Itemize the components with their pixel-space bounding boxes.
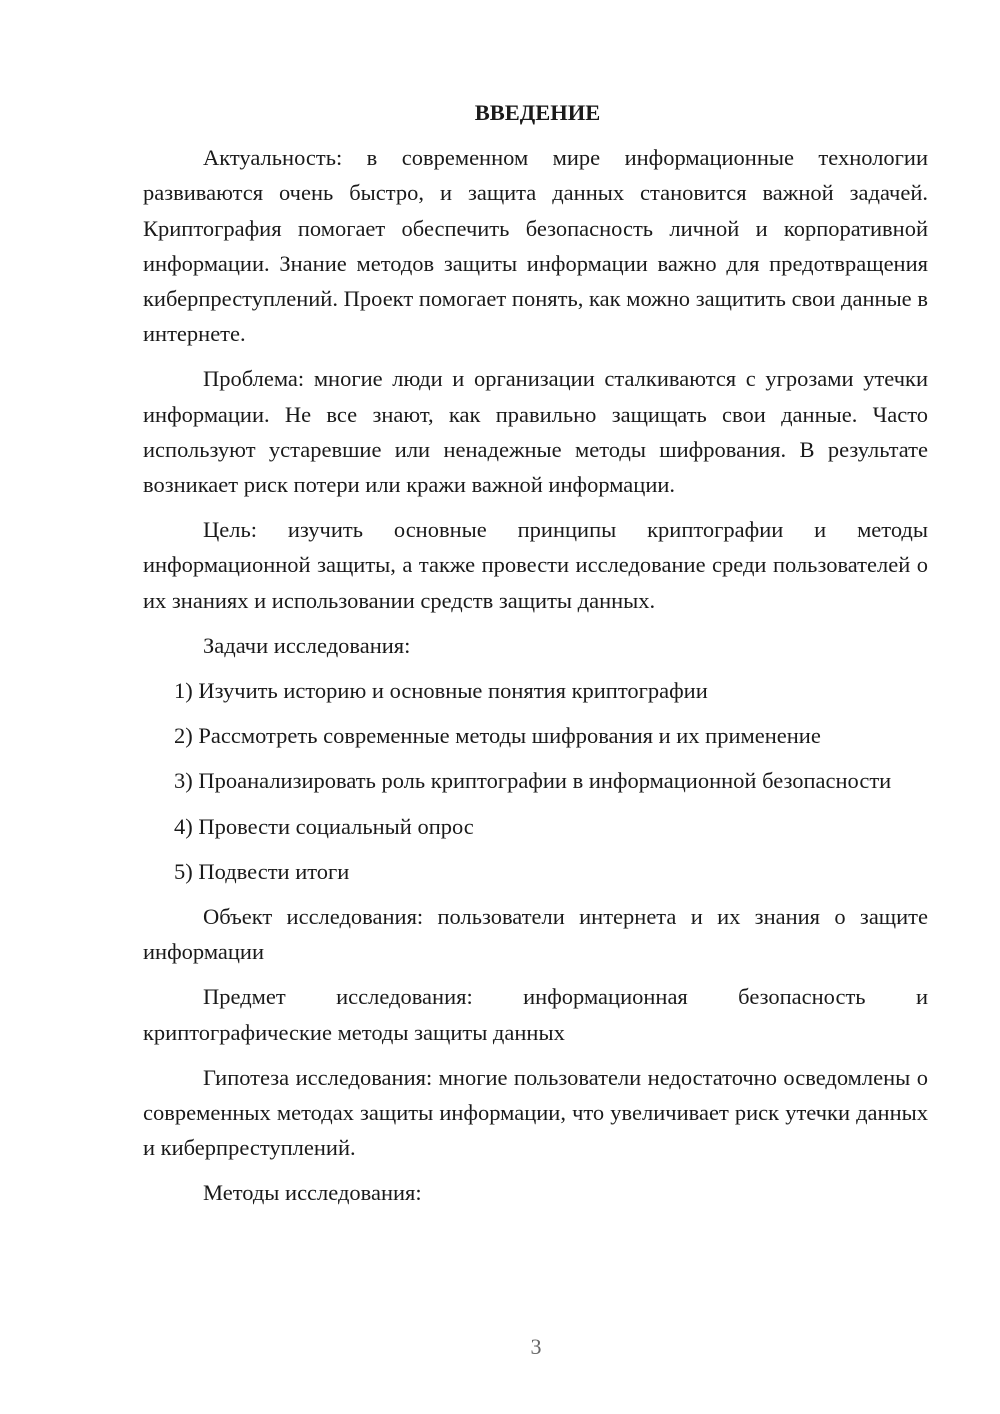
paragraph-subject: Предмет исследования: информационная безопасность и криптографические методы защиты данных	[143, 984, 928, 1045]
tasks-list	[143, 673, 928, 889]
paragraph-problem: Проблема: многие люди и организации сталкиваются с угрозами утечки информации. Не все знают, как правильно защищать свои данные. Часто используют устаревшие или ненадежные методы шифрования. В результате возникает риск потери или кражи важной информации.	[143, 366, 928, 498]
task-item: 5) Подвести итоги	[174, 858, 350, 884]
page-number: 3	[530, 1334, 542, 1359]
task-item: 1) Изучить историю и основные понятия криптографии	[174, 678, 708, 704]
page-content	[143, 95, 928, 1221]
task-item: 3) Проанализировать роль криптографии в информационной безопасности	[174, 768, 892, 794]
task-item: 2) Рассмотреть современные методы шифрования и их применение	[174, 723, 821, 749]
section-title: ВВЕДЕНИЕ	[474, 100, 601, 125]
paragraph-relevance: Актуальность: в современном мире информационные технологии развиваются очень быстро, и защита данных становится важной задачей. Криптография помогает обеспечить безопасность личной и корпоративной информации. Знание методов защиты информации важно для предотвращения киберпреступлений. Проект помогает понять, как можно защитить свои данные в интернете.	[143, 145, 928, 347]
tasks-heading: Задачи исследования:	[203, 632, 411, 658]
paragraph-object: Объект исследования: пользователи интернета и их знания о защите информации	[143, 904, 928, 965]
paragraph-goal: Цель: изучить основные принципы криптографии и методы информационной защиты, а также провести исследование среди пользователей о их знаниях и использовании средств защиты данных.	[143, 517, 928, 613]
methods-heading: Методы исследования:	[203, 1180, 422, 1206]
task-item: 4) Провести социальный опрос	[174, 813, 474, 839]
paragraph-hypothesis: Гипотеза исследования: многие пользователи недостаточно осведомлены о современных методах защиты информации, что увеличивает риск утечки данных и киберпреступлений.	[143, 1064, 928, 1161]
